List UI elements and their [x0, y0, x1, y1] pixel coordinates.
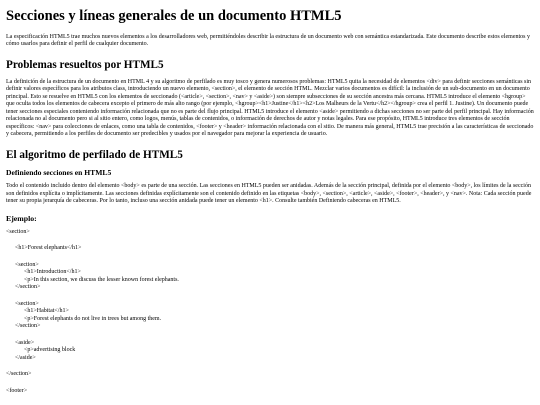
code-line: <section>: [15, 261, 39, 268]
code-line: <h1>Habitat</h1>: [24, 308, 69, 315]
subheading-defining-sections: Definiendo secciones en HTML5: [6, 168, 112, 178]
intro-paragraph: La especificación HTML5 trae muchos nuevos elementos a los desarrolladores web, permitiéndoles describir la estructura de un documento web con semántica estandarizada. Este documento describe estos elementos y cómo usarlos para definir el perfil de cualquier documento.: [6, 33, 530, 48]
page-title: Secciones y líneas generales de un documento HTML5: [6, 8, 342, 24]
code-line: [6, 379, 534, 388]
code-line: <p>advertising block: [24, 347, 76, 354]
code-line: [6, 331, 534, 340]
code-line: <p>Forest elephants do not live in trees but among them.: [24, 315, 162, 322]
section-heading-algorithm: El algoritmo de perfilado de HTML5: [6, 148, 183, 161]
code-line: <h1>Forest elephants</h1>: [15, 245, 82, 252]
code-line: <footer>: [6, 387, 28, 394]
code-line: </aside>: [15, 354, 36, 361]
code-line: </section>: [15, 284, 41, 291]
example-heading: Ejemplo:: [6, 213, 37, 223]
code-line: [6, 253, 534, 262]
section-heading-problems: Problemas resueltos por HTML5: [6, 58, 164, 71]
code-line: <h1>Introduction</h1>: [24, 269, 81, 276]
code-line: [6, 362, 534, 371]
code-line: <p>In this section, we discuss the lesser known forest elephants.: [24, 276, 179, 283]
code-example: [6, 229, 534, 396]
code-line: [6, 236, 534, 245]
code-line: [6, 292, 534, 301]
defining-sections-paragraph: Todo el contenido incluido dentro del elemento <body> es parte de una sección. Las secciones en HTML5 pueden ser anidadas. Además de la sección principal, definida por el elemento <body>, los límites de la sección son definidos explícita o implícitamente. Las secciones definidas explícitamente son el contenido definido en las etiquetas <body>, <section>, <article>, <aside>, <footer>, <header>, y <nav>. Nota: Cada sección puede tener su propia jerarquía de cabeceras. Por lo tanto, incluso una sección anidada puede tener un elemento <h1>. Consulte también Definiendo cabeceras en HTML5.: [6, 183, 532, 205]
problems-paragraph: La definición de la estructura de un documento en HTML 4 y su algoritmo de perfilado es muy tosco y genera numerosos problemas: HTML5 quita la necesidad de elementos <div> para definir secciones semánticas sin definir valores específicos para los atributos class, introduciendo un nuevo elemento, <section>, el elemento de sección HTML. Mezclar varios documentos es difícil: la inclusión de un sub-documento en un documento principal. Esto se resuelve en HTML5 con los elementos de seccionado (<article>, <section>, <nav> y <aside>) son siempre subsecciones de su sección ancestra más cercana. HTML5 introduce el elemento <hgroup> que oculta todos los elementos de cabecera excepto el primero de más alto rango (por ejemplo, <hgroup><h1>Justine</h1><h2>Los Malheurs de la Vertu</h2></hgroup> crea el perfil 1. Justine). Un documento puede tener secciones especiales conteniendo información relacionada que no es parte del flujo principal. HTML5 introduce el elemento <aside> permitiendo a dichas secciones no ser parte del perfil principal. Hay información relacionada no al documento pero si al sitio entero, como logos, menús, tablas de contenidos, o información de derechos de autor y notas legales. Para ese propósito, HTML5 introduce tres elementos de sección específicos: <nav> para colecciones de enlaces, como una tabla de contenidos, <footer> y <header> información relacionada con el sitio. De manera más general, HTML5 trae precisión a las características de seccionado y cabecera, permitiendo a los perfiles de documento ser predecibles y usados por el navegador para mejorar la experiencia de usuario.: [6, 78, 534, 138]
code-line: <section>: [15, 300, 39, 307]
code-line: <section>: [6, 228, 30, 235]
code-line: </section>: [15, 323, 41, 330]
code-line: </section>: [6, 371, 32, 378]
code-line: <aside>: [15, 339, 35, 346]
